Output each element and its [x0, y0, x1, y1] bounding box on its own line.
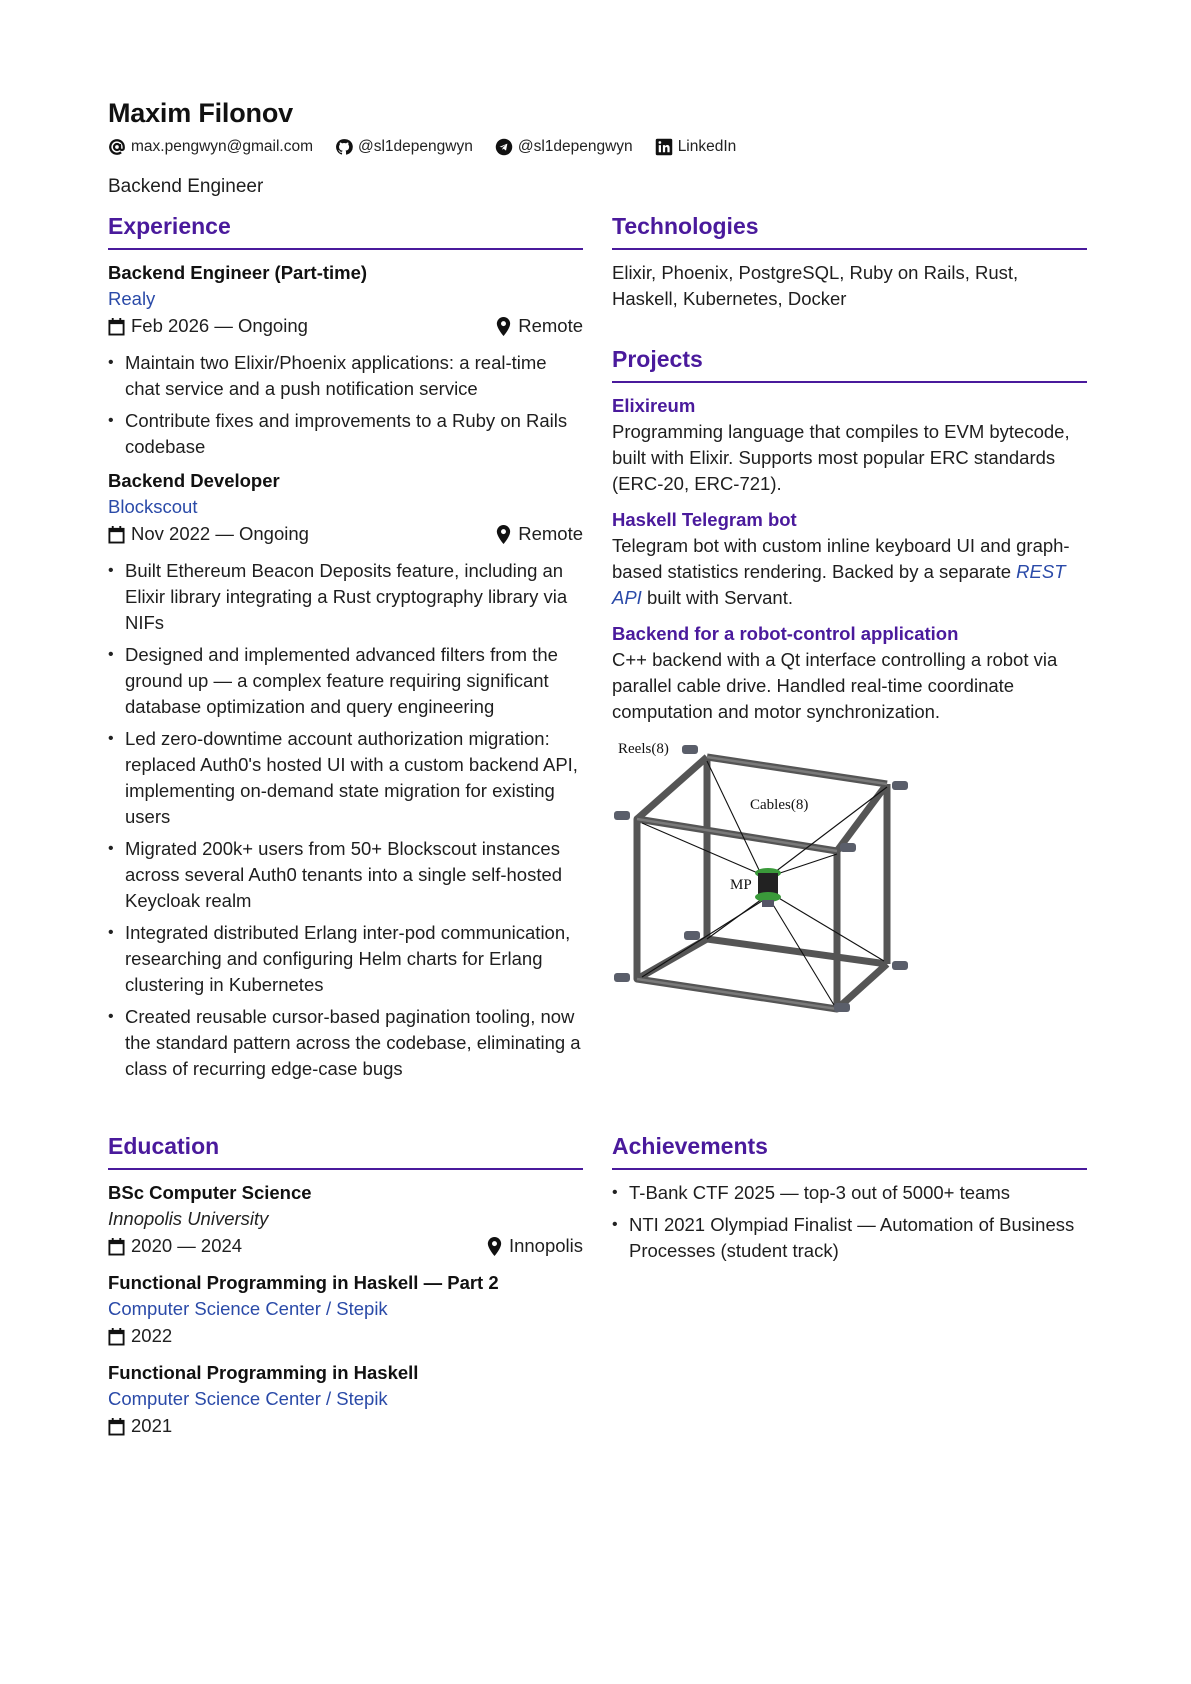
calendar-icon: [108, 1237, 125, 1256]
contact-github[interactable]: [335, 138, 473, 156]
contact-linkedin[interactable]: [655, 138, 737, 156]
job-bullet: • Built Ethereum Beacon Deposits feature, including an Elixir library integrating a Rust cryptography library via NIFs: [108, 558, 583, 636]
calendar-icon: [108, 317, 125, 336]
company-link[interactable]: Blockscout: [108, 496, 198, 517]
mp-label: MP: [730, 877, 752, 893]
headline: Backend Engineer: [108, 176, 264, 197]
job-dates: Feb 2026 — Ongoing: [131, 315, 308, 336]
project-entry: [612, 507, 1087, 611]
telegram-icon: [495, 138, 513, 156]
job-dates: Nov 2022 — Ongoing: [131, 523, 309, 544]
company-link[interactable]: Realy: [108, 288, 156, 309]
education-entry: [108, 1270, 583, 1350]
description-text: built with Servant.: [641, 587, 793, 608]
education-section: [108, 1131, 583, 1446]
project-entry: [612, 621, 1087, 725]
resume-page: [108, 96, 1088, 1436]
project-title[interactable]: Haskell Telegram bot: [612, 509, 797, 530]
job-bullet: • Led zero-downtime account authorization migration: replaced Auth0's hosted UI with a custom backend API, implementing on-demand state migration for existing users: [108, 726, 583, 830]
job-entry: [108, 260, 583, 460]
section-divider: [612, 381, 1087, 383]
job-location: Remote: [518, 315, 583, 336]
course-title: Functional Programming in Haskell: [108, 1362, 419, 1383]
experience-title: Experience: [108, 213, 231, 239]
education-dates: 2020 — 2024: [131, 1235, 243, 1256]
job-bullet: • Contribute fixes and improvements to a Ruby on Rails codebase: [108, 408, 583, 460]
job-bullet: • Created reusable cursor-based pagination tooling, now the standard pattern across the codebase, eliminating a class of recurring edge-case bugs: [108, 1004, 583, 1082]
job-title: Backend Developer: [108, 470, 280, 491]
section-divider: [108, 248, 583, 250]
achievement-item: • T-Bank CTF 2025 — top-3 out of 5000+ teams: [612, 1180, 1087, 1206]
calendar-icon: [108, 1327, 125, 1346]
contact-bar: [108, 138, 1088, 156]
candidate-name: Maxim Filonov: [108, 98, 293, 128]
course-provider-link[interactable]: Computer Science Center / Stepik: [108, 1388, 388, 1409]
location-pin-icon: [495, 525, 512, 544]
section-divider: [612, 248, 1087, 250]
project-title[interactable]: Elixireum: [612, 395, 696, 416]
job-bullet: • Designed and implemented advanced filters from the ground up — a complex feature requiring significant database optimization and query engineering: [108, 642, 583, 720]
job-title: Backend Engineer (Part-time): [108, 262, 368, 283]
project-title: Backend for a robot-control application: [612, 623, 959, 644]
contact-linkedin-label: LinkedIn: [677, 138, 737, 155]
technologies-section: [612, 211, 1087, 312]
education-title: Education: [108, 1133, 220, 1159]
projects-title: Projects: [612, 346, 703, 372]
section-divider: [612, 1168, 1087, 1170]
project-description: Programming language that compiles to EVM bytecode, built with Elixir. Supports most popular ERC standards (ERC-20, ERC-721).: [612, 421, 1070, 494]
cables-label: Cables(8): [750, 797, 809, 813]
description-text: Telegram bot with custom inline keyboard UI and graph-based statistics rendering. Backed by a separate: [612, 535, 1070, 582]
project-description: [612, 533, 1087, 611]
education-location: Innopolis: [508, 1235, 583, 1256]
job-bullet: • Maintain two Elixir/Phoenix applications: a real-time chat service and a push notification service: [108, 350, 583, 402]
project-entry: [612, 393, 1087, 497]
projects-section: [612, 344, 1087, 1029]
linkedin-icon: [655, 138, 673, 156]
experience-section: [108, 211, 583, 1090]
reels-label: Reels(8): [618, 741, 669, 757]
job-entry: [108, 468, 583, 1082]
cube-frame-diagram: [612, 739, 922, 1029]
education-entry: [108, 1360, 583, 1440]
contact-email[interactable]: [108, 138, 313, 156]
education-entry: [108, 1180, 583, 1260]
robot-cable-drive-figure: [612, 739, 922, 1029]
course-provider-link[interactable]: Computer Science Center / Stepik: [108, 1298, 388, 1319]
job-location: Remote: [518, 523, 583, 544]
job-bullet: • Integrated distributed Erlang inter-pod communication, researching and configuring Helm charts for Erlang clustering in Kubernetes: [108, 920, 583, 998]
github-icon: [335, 138, 353, 156]
achievement-item: • NTI 2021 Olympiad Finalist — Automation of Business Processes (student track): [612, 1212, 1087, 1264]
project-description: C++ backend with a Qt interface controlling a robot via parallel cable drive. Handled real-time coordinate computation and motor synchronization.: [612, 649, 1058, 722]
rest-api-link[interactable]: REST API: [612, 561, 1066, 608]
location-pin-icon: [495, 317, 512, 336]
contact-telegram[interactable]: [495, 138, 633, 156]
achievements-title: Achievements: [612, 1133, 768, 1159]
course-title: Functional Programming in Haskell — Part 2: [108, 1272, 499, 1293]
calendar-icon: [108, 525, 125, 544]
education-dates: 2021: [131, 1415, 173, 1436]
institution: Innopolis University: [108, 1208, 269, 1229]
contact-telegram-label: @sl1depengwyn: [517, 138, 633, 155]
at-icon: [108, 138, 126, 156]
contact-github-label: @sl1depengwyn: [358, 138, 473, 155]
technologies-title: Technologies: [612, 213, 759, 239]
technologies-list: Elixir, Phoenix, PostgreSQL, Ruby on Rails, Rust, Haskell, Kubernetes, Docker: [612, 262, 1019, 309]
contact-email-label: max.pengwyn@gmail.com: [131, 138, 313, 155]
section-divider: [108, 1168, 583, 1170]
calendar-icon: [108, 1417, 125, 1436]
education-dates: 2022: [131, 1325, 173, 1346]
achievements-section: [612, 1131, 1087, 1272]
degree-title: BSc Computer Science: [108, 1182, 312, 1203]
job-bullet: • Migrated 200k+ users from 50+ Blockscout instances across several Auth0 tenants into a single self-hosted Keycloak realm: [108, 836, 583, 914]
location-pin-icon: [486, 1237, 503, 1256]
